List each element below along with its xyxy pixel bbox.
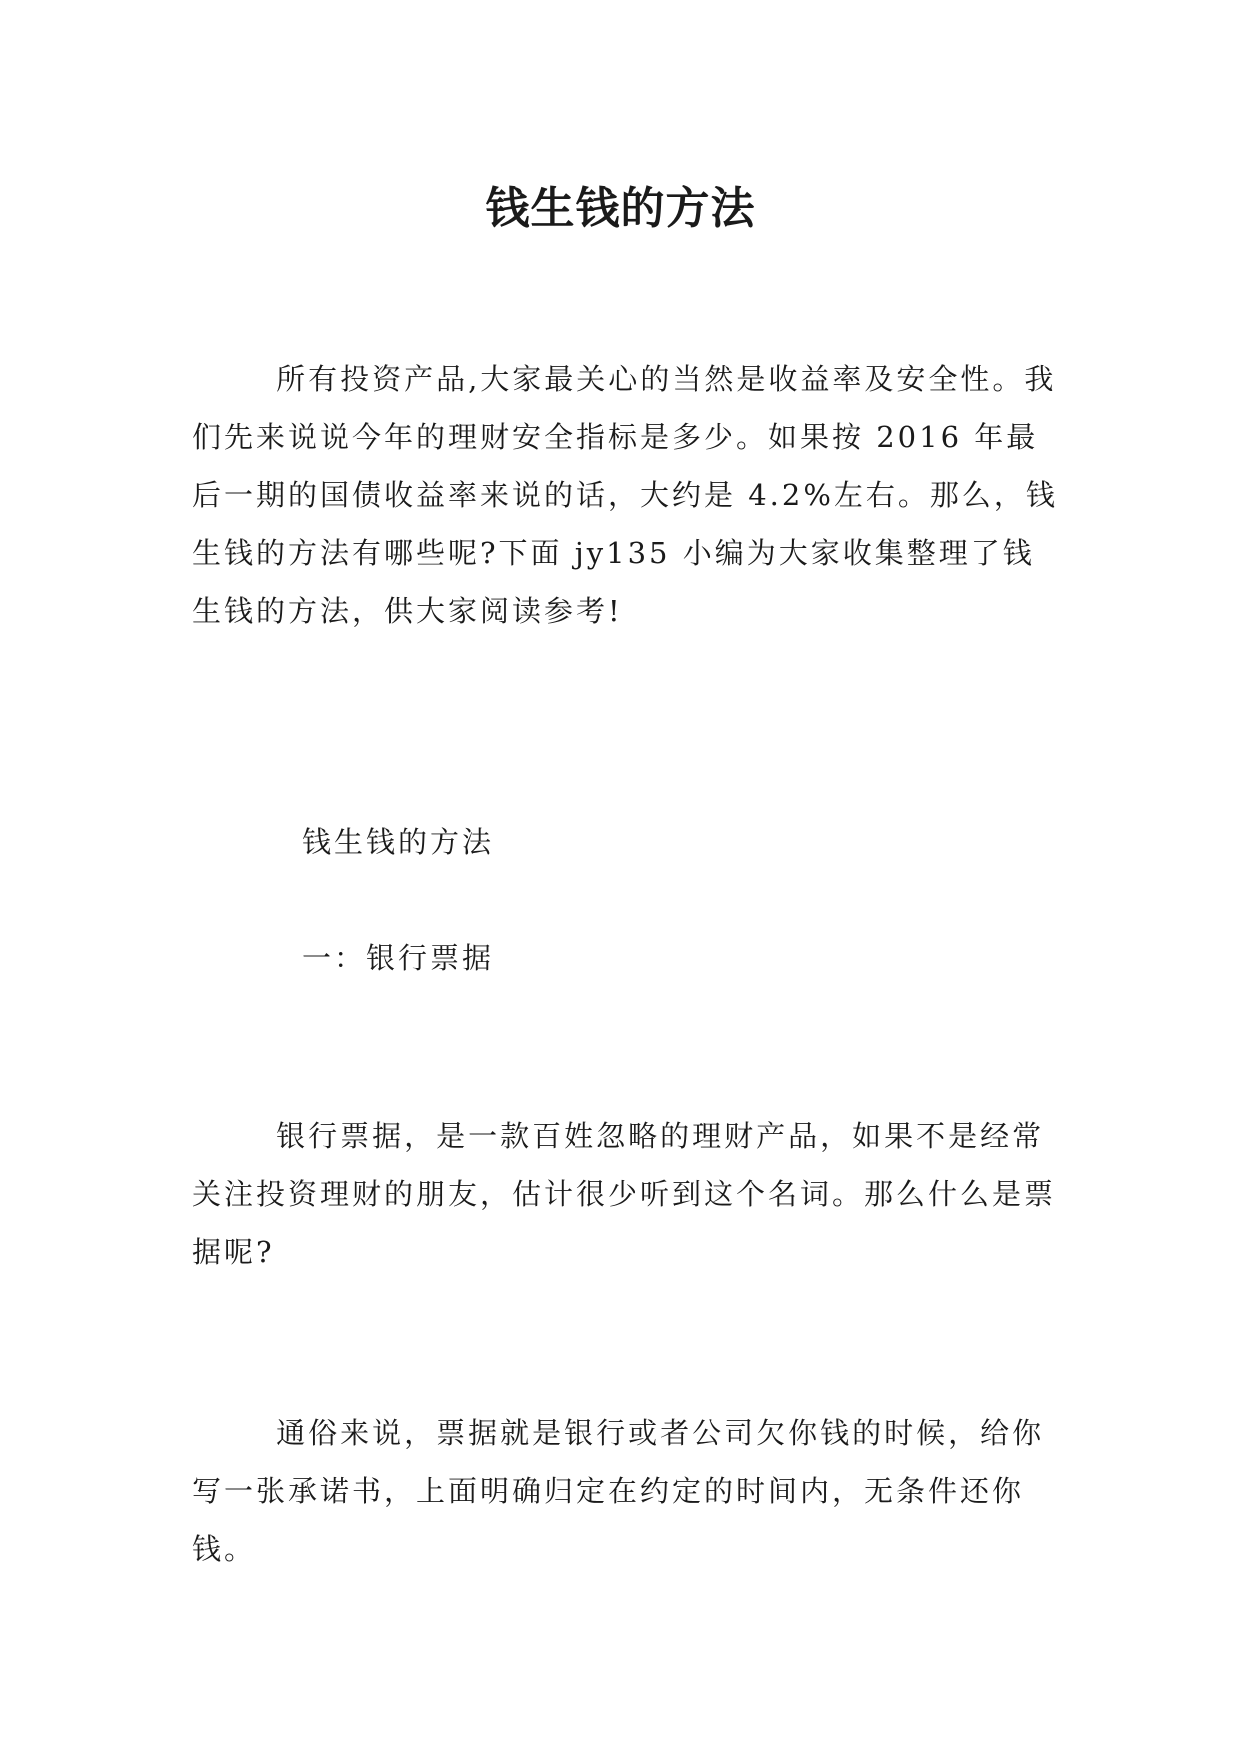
- document-title: 钱生钱的方法: [485, 183, 756, 235]
- paragraph-bank-bills-intro: 银行票据，是一款百姓忽略的理财产品，如果不是经常关注投资理财的朋友，估计很少听到这个名词。那么什么是票据呢?: [192, 1119, 1057, 1269]
- paragraph-bank-bills-explained: 通俗来说，票据就是银行或者公司欠你钱的时候，给你写一张承诺书，上面明确归定在约定的时间内，无条件还你钱。: [192, 1416, 1045, 1566]
- subheading-bank-bills: 一：银行票据: [302, 941, 495, 975]
- section-heading: 钱生钱的方法: [302, 825, 495, 859]
- intro-paragraph: 所有投资产品,大家最关心的当然是收益率及安全性。我们先来说说今年的理财安全指标是多少。如果按 2016 年最后一期的国债收益率来说的话，大约是 4.2%左右。那么，钱生钱的方法有哪些呢?下面 jy135 小编为大家收集整理了钱生钱的方法，供大家阅读参考!: [192, 362, 1058, 628]
